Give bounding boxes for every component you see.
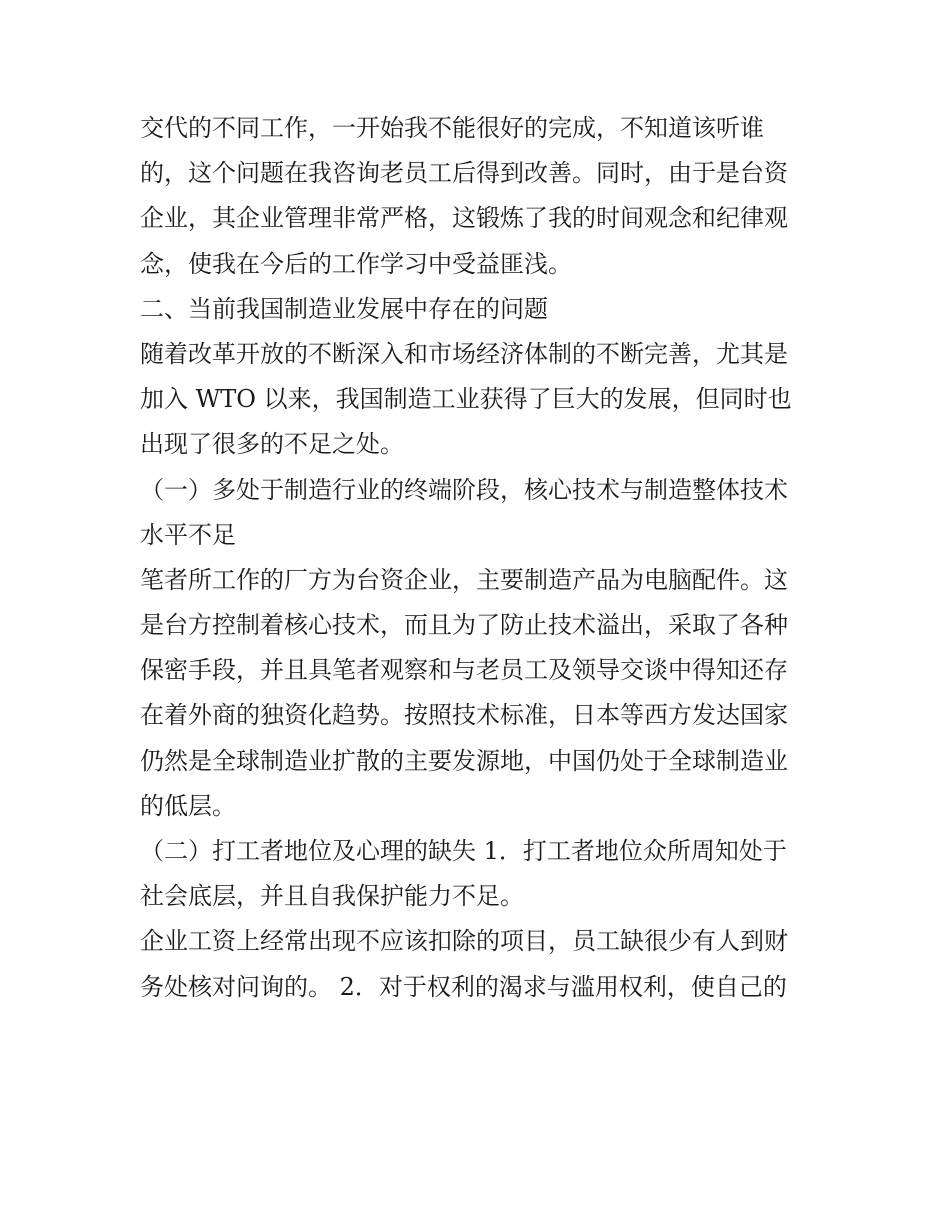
text-line: 笔者所工作的厂方为台资企业，主要制造产品为电脑配件。这: [140, 565, 788, 594]
subsection-heading: （二）打工者地位及心理的缺失 1．打工者地位众所周知处于: [140, 837, 787, 865]
text-line: 仍然是全球制造业扩散的主要发源地，中国仍处于全球制造业: [140, 746, 788, 775]
text-line: 保密手段，并且具笔者观察和与老员工及领导交谈中得知还存: [140, 656, 788, 685]
text-line: 企业，其企业管理非常严格，这锻炼了我的时间观念和纪律观: [140, 204, 788, 233]
text-line: 加入 WTO 以来，我国制造工业获得了巨大的发展，但同时也: [140, 385, 792, 414]
text-line: 社会底层，并且自我保护能力不足。: [140, 882, 524, 911]
section-heading: 二、当前我国制造业发展中存在的问题: [140, 294, 548, 323]
text-line: 是台方控制着核心技术，而且为了防止技术溢出，采取了各种: [140, 611, 788, 640]
text-line: 随着改革开放的不断深入和市场经济体制的不断完善，尤其是: [140, 339, 788, 368]
text-line: 念，使我在今后的工作学习中受益匪浅。: [140, 249, 572, 278]
text-line: 的低层。: [140, 791, 236, 820]
subsection-heading: （一）多处于制造行业的终端阶段，核心技术与制造整体技术: [140, 475, 788, 504]
text-line: 出现了很多的不足之处。: [140, 430, 404, 459]
text-line: 在着外商的独资化趋势。按照技术标准，日本等西方发达国家: [140, 701, 788, 730]
text-line: 企业工资上经常出现不应该扣除的项目，员工缺很少有人到财: [140, 927, 788, 956]
subsection-heading: 水平不足: [140, 520, 236, 549]
text-line: 务处核对问询的。 2．对于权利的渴求与滥用权利，使自己的: [140, 972, 787, 1001]
text-line: 的，这个问题在我咨询老员工后得到改善。同时，由于是台资: [140, 159, 788, 188]
document-body: [140, 106, 820, 1010]
text-line: 交代的不同工作，一开始我不能很好的完成，不知道该听谁: [140, 114, 764, 142]
